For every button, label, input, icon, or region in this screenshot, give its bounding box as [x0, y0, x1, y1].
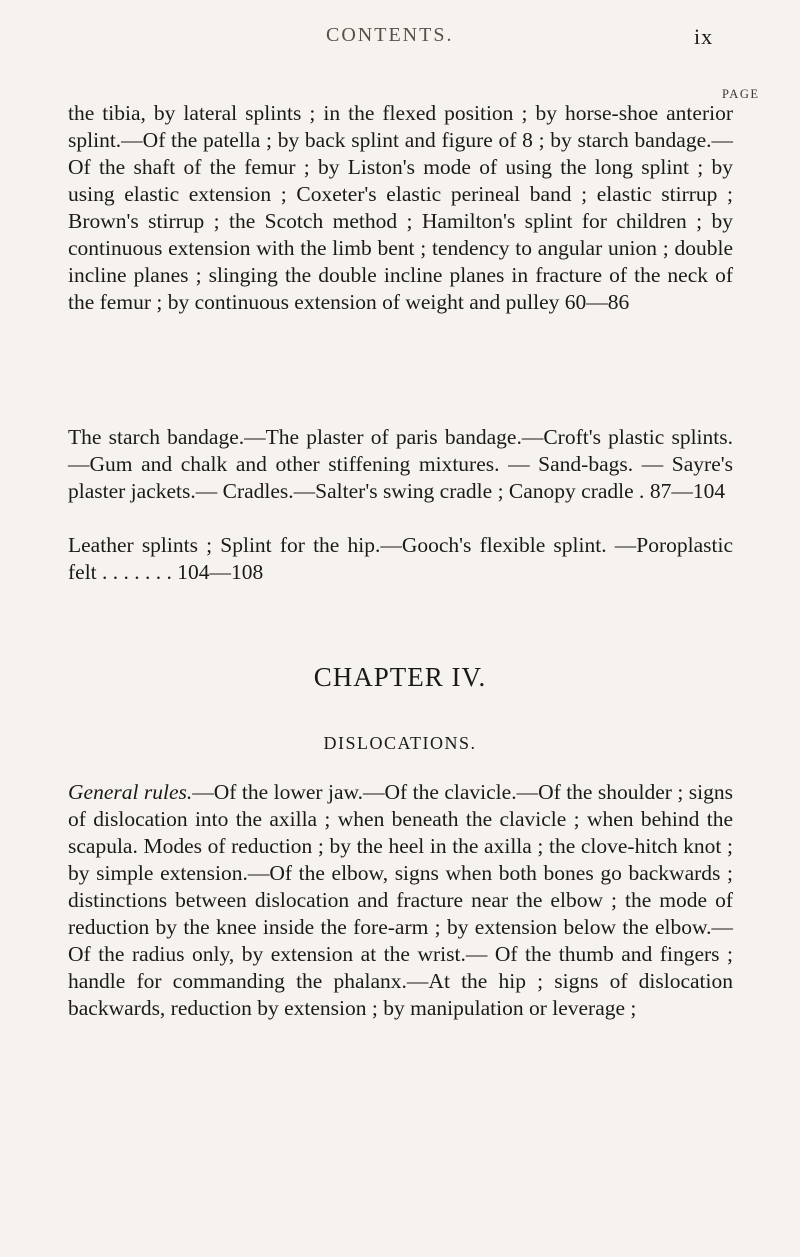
- entry-page-range: 104—108: [177, 560, 264, 584]
- entry-text: Leather splints ; Splint for the hip.—Gooch's flexible splint. —Poroplastic felt . . . . . . .: [68, 533, 733, 584]
- entry-page-range: 60—86: [564, 290, 630, 314]
- entry-lead: General rules.: [68, 780, 193, 804]
- entry-text: The starch bandage.—The plaster of paris bandage.—Croft's plastic splints.—Gum and chalk and other stiffening mixtures. — Sand-bags. — Sayre's plaster jackets.— Cradles.—Salter's swing cradle ; Canopy cradle .: [68, 425, 733, 503]
- entry-page-range: 87—104: [649, 479, 726, 503]
- entry-text: the tibia, by lateral splints ; in the flexed position ; by horse-shoe anterior splint.—Of the patella ; by back splint and figure of 8 ; by starch bandage.—Of the shaft of the femur ; by Liston's mode of using the long splint ; by using elastic extension ; Coxeter's elastic perineal band ; elastic stirrup ; Brown's stirrup ; the Scotch method ; Hamilton's splint for children ; by continuous extension with the limb bent ; tendency to angular union ; double incline planes ; slinging the double incline planes in fracture of the neck of the femur ; by continuous extension of weight and pulley: [68, 101, 733, 314]
- running-head: [0, 24, 800, 54]
- page-column-label: PAGE: [722, 87, 760, 101]
- entry-paragraph: [68, 779, 733, 1022]
- entry-paragraph: [68, 424, 733, 505]
- entry-paragraph: [68, 532, 733, 586]
- entry-paragraph: [68, 100, 733, 316]
- chapter-subtitle: DISLOCATIONS.: [323, 733, 477, 753]
- entry-text: —Of the lower jaw.—Of the clavicle.—Of the shoulder ; signs of dislocation into the axilla ; when beneath the clavicle ; when behind the scapula. Modes of reduction ; by the heel in the axilla ; the clove-hitch knot ; by simple extension.—Of the elbow, signs when both bones go backwards ; distinctions between dislocation and fracture near the elbow ; the mode of reduction by the knee inside the fore-arm ; by extension below the elbow.—Of the radius only, by extension at the wrist.— Of the thumb and fingers ; handle for commanding the phalanx.—At the hip ; signs of dislocation backwards, reduction by extension ; by manipulation or leverage ;: [68, 780, 734, 1020]
- contents-entry-fractures-continued: [68, 100, 733, 316]
- page-number: ix: [694, 24, 714, 49]
- contents-entry-leather-splints: [68, 532, 733, 586]
- running-title: CONTENTS.: [326, 24, 454, 46]
- contents-entry-general-rules: [68, 779, 733, 1022]
- chapter-heading: CHAPTER IV.: [313, 662, 487, 692]
- contents-entry-starch-bandage: [68, 424, 733, 505]
